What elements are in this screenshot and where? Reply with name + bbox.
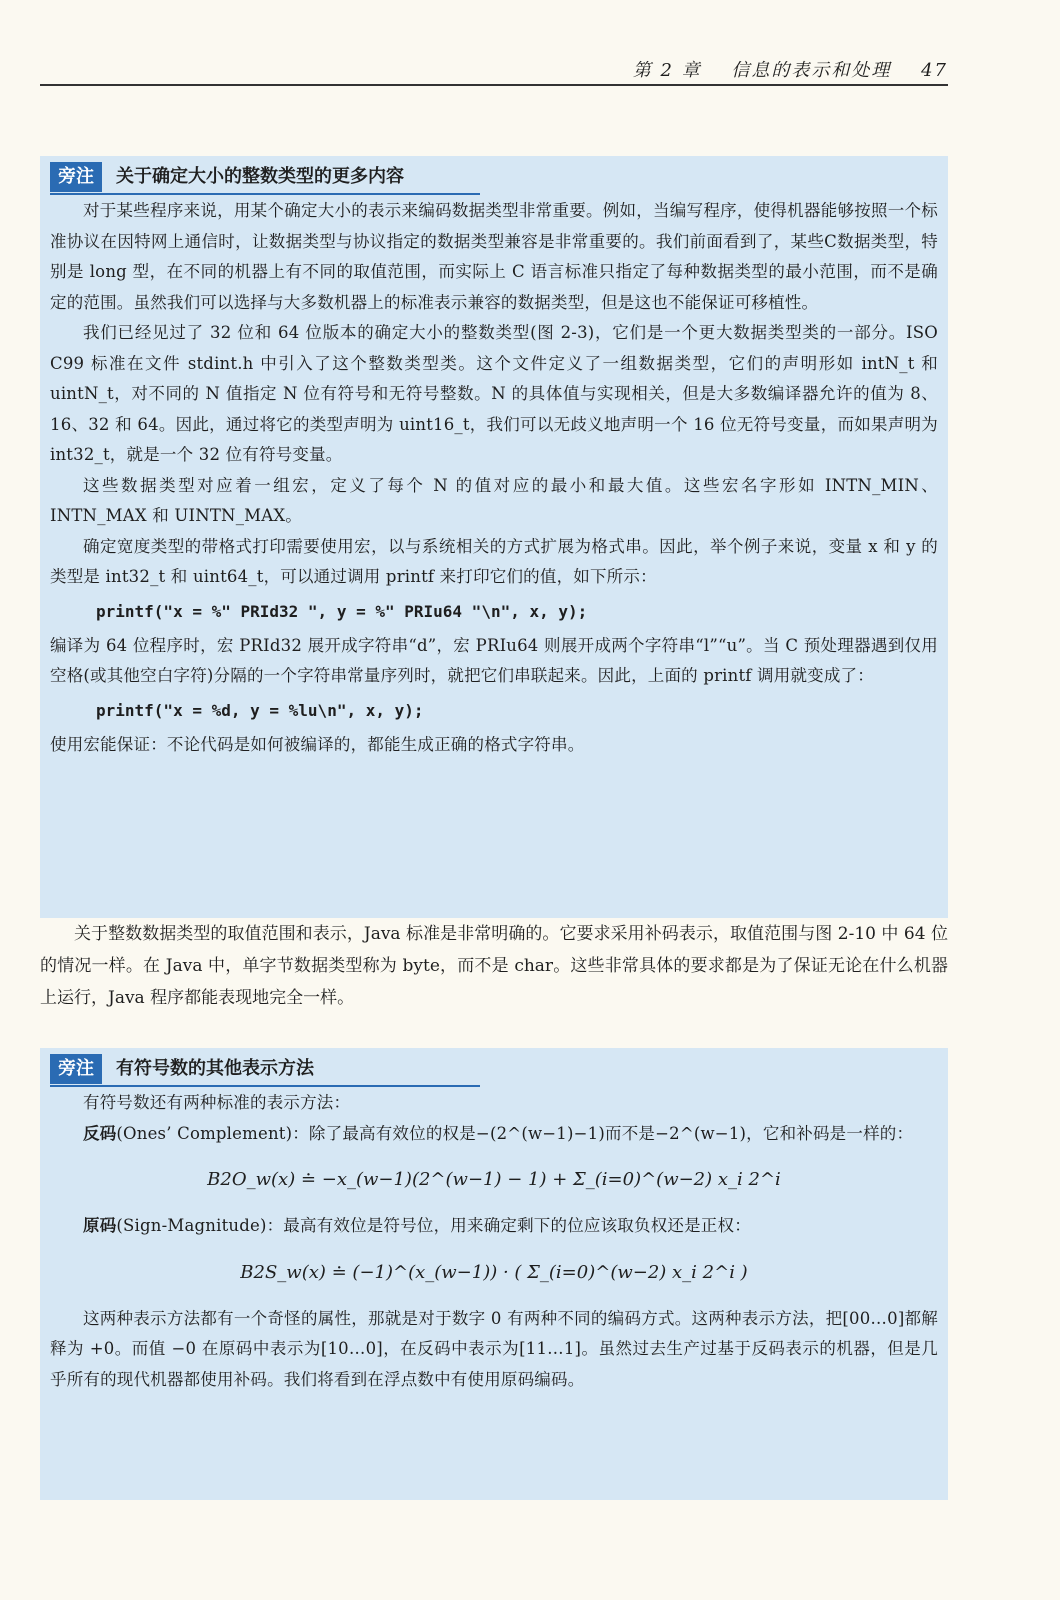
aside-title: 关于确定大小的整数类型的更多内容	[116, 166, 404, 187]
aside-paragraph: 这两种表示方法都有一个奇怪的属性，那就是对于数字 0 有两种不同的编码方式。这两种表示方法，把[00…0]都解释为 +0。而值 −0 在原码中表示为[10…0]，在反码中表示为[11…1]。虽然过去生产过基于反码表示的机器，但是几乎所有的现代机器都使用补码。我们将看到在浮点数中有使用原码编码。	[50, 1308, 938, 1389]
ones-complement-text: (Ones’ Complement)：除了最高有效位的权是−(2^(w−1)−1)而不是−2^(w−1)，它和补码是一样的：	[116, 1123, 914, 1143]
formula-b2o: B2O_w(x) ≐ −x_(w−1)(2^(w−1) − 1) + Σ_(i=0)^(w−2) x_i 2^i	[207, 1169, 781, 1190]
aside-rule	[50, 193, 480, 195]
aside-paragraph: 对于某些程序来说，用某个确定大小的表示来编码数据类型非常重要。例如，当编写程序，使得机器能够按照一个标准协议在因特网上通信时，让数据类型与协议指定的数据类型兼容是非常重要的。我们前面看到了，某些C数据类型，特别是 long 型，在不同的机器上有不同的取值范围，而实际上 C 语言标准只指定了每种数据类型的最小范围，而不是确定的范围。虽然我们可以选择与大多数机器上的标准表示兼容的数据类型，但是这也不能保证可移植性。	[50, 201, 938, 312]
aside-paragraph: 这些数据类型对应着一组宏，定义了每个 N 的值对应的最小和最大值。这些宏名字形如 INTN_MIN、INTN_MAX 和 UINTN_MAX。	[50, 475, 938, 525]
code-line: printf("x = %" PRId32 ", y = %" PRIu64 "\n", x, y);	[96, 601, 588, 621]
aside-title: 有符号数的其他表示方法	[116, 1058, 314, 1079]
term-ones-complement: 反码	[83, 1123, 117, 1143]
aside-heading	[50, 1054, 938, 1086]
term-sign-magnitude: 原码	[83, 1216, 117, 1235]
aside-paragraph: 编译为 64 位程序时，宏 PRId32 展开成字符串“d”，宏 PRIu64 则展开成两个字符串“l”“u”。当 C 预处理器遇到仅用空格(或其他空白字符)分隔的一个字符串常量序列时，就把它们串联起来。因此，上面的 printf 调用就变成了：	[50, 635, 938, 685]
aside-rule	[50, 1085, 480, 1087]
aside-box-fixed-size-integers	[40, 156, 948, 918]
running-header	[40, 56, 948, 86]
aside-paragraph: 我们已经见过了 32 位和 64 位版本的确定大小的整数类型(图 2-3)，它们是一个更大数据类型类的一部分。ISO C99 标准在文件 stdint.h 中引入了这个整数类型类。这个文件定义了一组数据类型，它们的声明形如 intN_t 和 uintN_t，对不同的 N 值指定 N 位有符号和无符号整数。N 的具体值与实现相关，但是大多数编译器允许的值为 8、16、32 和 64。因此，通过将它的类型声明为 uint16_t，我们可以无歧义地声明一个 16 位无符号变量，而如果声明为 int32_t，就是一个 32 位有符号变量。	[50, 323, 938, 464]
sign-magnitude-text: (Sign-Magnitude)：最高有效位是符号位，用来确定剩下的位应该取负权还是正权：	[116, 1216, 751, 1235]
body-paragraph: 关于整数数据类型的取值范围和表示，Java 标准是非常明确的。它要求采用补码表示，取值范围与图 2-10 中 64 位的情况一样。在 Java 中，单字节数据类型称为 byte，而不是 char。这些非常具体的要求都是为了保证无论在什么机器上运行，Java 程序都能表现地完全一样。	[40, 924, 948, 1008]
aside-paragraph: 确定宽度类型的带格式打印需要使用宏，以与系统相关的方式扩展为格式串。因此，举个例子来说，变量 x 和 y 的类型是 int32_t 和 uint64_t，可以通过调用 printf 来打印它们的值，如下所示：	[50, 536, 938, 586]
chapter-title: 信息的表示和处理	[731, 60, 892, 81]
formula-b2s: B2S_w(x) ≐ (−1)^(x_(w−1)) · ( Σ_(i=0)^(w−2) x_i 2^i )	[240, 1261, 748, 1283]
aside-heading	[50, 162, 938, 194]
aside-paragraph: 有符号数还有两种标准的表示方法：	[83, 1093, 351, 1112]
page-number: 47	[921, 60, 948, 81]
aside-box-signed-representations	[40, 1048, 948, 1500]
chapter-label: 第 2 章	[632, 60, 702, 81]
aside-tag: 旁注	[50, 162, 102, 192]
sign-magnitude-paragraph	[50, 1211, 938, 1242]
aside-tag: 旁注	[50, 1054, 102, 1084]
ones-complement-paragraph	[50, 1119, 938, 1150]
code-line: printf("x = %d, y = %lu\n", x, y);	[96, 700, 424, 720]
aside-paragraph: 使用宏能保证：不论代码是如何被编译的，都能生成正确的格式字符串。	[50, 734, 585, 754]
